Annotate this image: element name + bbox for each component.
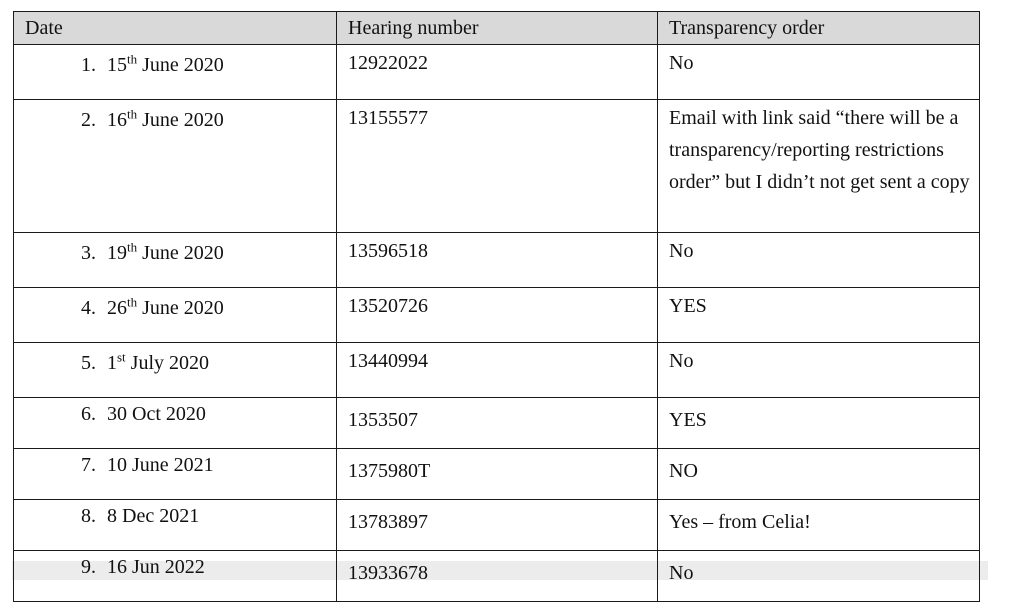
row-number: 2. [81, 109, 96, 131]
date-cell [14, 343, 337, 398]
hearing-number-cell: 13783897 [337, 500, 658, 551]
row-number: 4. [81, 297, 96, 319]
date-rest: June 2020 [137, 242, 224, 264]
date-cell [14, 100, 337, 233]
date-cell [14, 551, 337, 602]
hearing-number-cell: 13596518 [337, 233, 658, 288]
row-number: 9. [81, 556, 96, 578]
transparency-order-cell: No [658, 551, 980, 602]
date-day: 15 [107, 54, 127, 76]
table-row [14, 45, 980, 100]
date-ordinal: th [127, 294, 138, 310]
row-number: 7. [81, 454, 96, 476]
transparency-order-cell: YES [658, 398, 980, 449]
table-row [14, 288, 980, 343]
row-number: 5. [81, 352, 96, 374]
hearing-number-cell: 12922022 [337, 45, 658, 100]
transparency-order-cell: NO [658, 449, 980, 500]
table-row [14, 551, 980, 602]
table-row [14, 398, 980, 449]
date-rest: June 2020 [137, 297, 224, 319]
header-date: Date [14, 12, 337, 45]
transparency-order-cell: No [658, 233, 980, 288]
hearing-number-cell: 13155577 [337, 100, 658, 233]
header-hearing-number: Hearing number [337, 12, 658, 45]
hearing-number-cell: 13933678 [337, 551, 658, 602]
date-day: 16 [107, 109, 127, 131]
date-ordinal: th [127, 106, 138, 122]
date-day: 19 [107, 242, 127, 264]
transparency-order-cell: No [658, 45, 980, 100]
transparency-order-cell: Yes – from Celia! [658, 500, 980, 551]
date-rest: July 2020 [125, 352, 210, 374]
date-ordinal: th [127, 51, 138, 67]
date-day: 16 Jun 2022 [107, 556, 205, 578]
date-ordinal: st [117, 349, 126, 365]
date-rest: June 2020 [137, 109, 224, 131]
hearings-table [13, 11, 980, 602]
row-number: 8. [81, 505, 96, 527]
date-day: 26 [107, 297, 127, 319]
hearing-number-cell: 13520726 [337, 288, 658, 343]
row-number: 3. [81, 242, 96, 264]
row-number: 1. [81, 54, 96, 76]
date-rest: June 2020 [137, 54, 224, 76]
transparency-order-cell: Email with link said “there will be a transparency/reporting restrictions order” but I didn’t not get sent a copy [658, 100, 980, 233]
transparency-order-cell: No [658, 343, 980, 398]
date-cell [14, 449, 337, 500]
hearing-number-cell: 13440994 [337, 343, 658, 398]
header-transparency-order: Transparency order [658, 12, 980, 45]
hearing-number-cell: 1375980T [337, 449, 658, 500]
table-row [14, 343, 980, 398]
row-number: 6. [81, 403, 96, 425]
transparency-order-cell: YES [658, 288, 980, 343]
date-cell [14, 288, 337, 343]
table-row [14, 449, 980, 500]
table-row [14, 100, 980, 233]
date-cell [14, 398, 337, 449]
table-header-row [14, 12, 980, 45]
date-day: 1 [107, 352, 117, 374]
hearing-number-cell: 1353507 [337, 398, 658, 449]
date-ordinal: th [127, 239, 138, 255]
table-row [14, 500, 980, 551]
date-day: 8 Dec 2021 [107, 505, 200, 527]
table-row [14, 233, 980, 288]
date-day: 30 Oct 2020 [107, 403, 206, 425]
date-cell [14, 233, 337, 288]
date-cell [14, 45, 337, 100]
date-day: 10 June 2021 [107, 454, 214, 476]
date-cell [14, 500, 337, 551]
